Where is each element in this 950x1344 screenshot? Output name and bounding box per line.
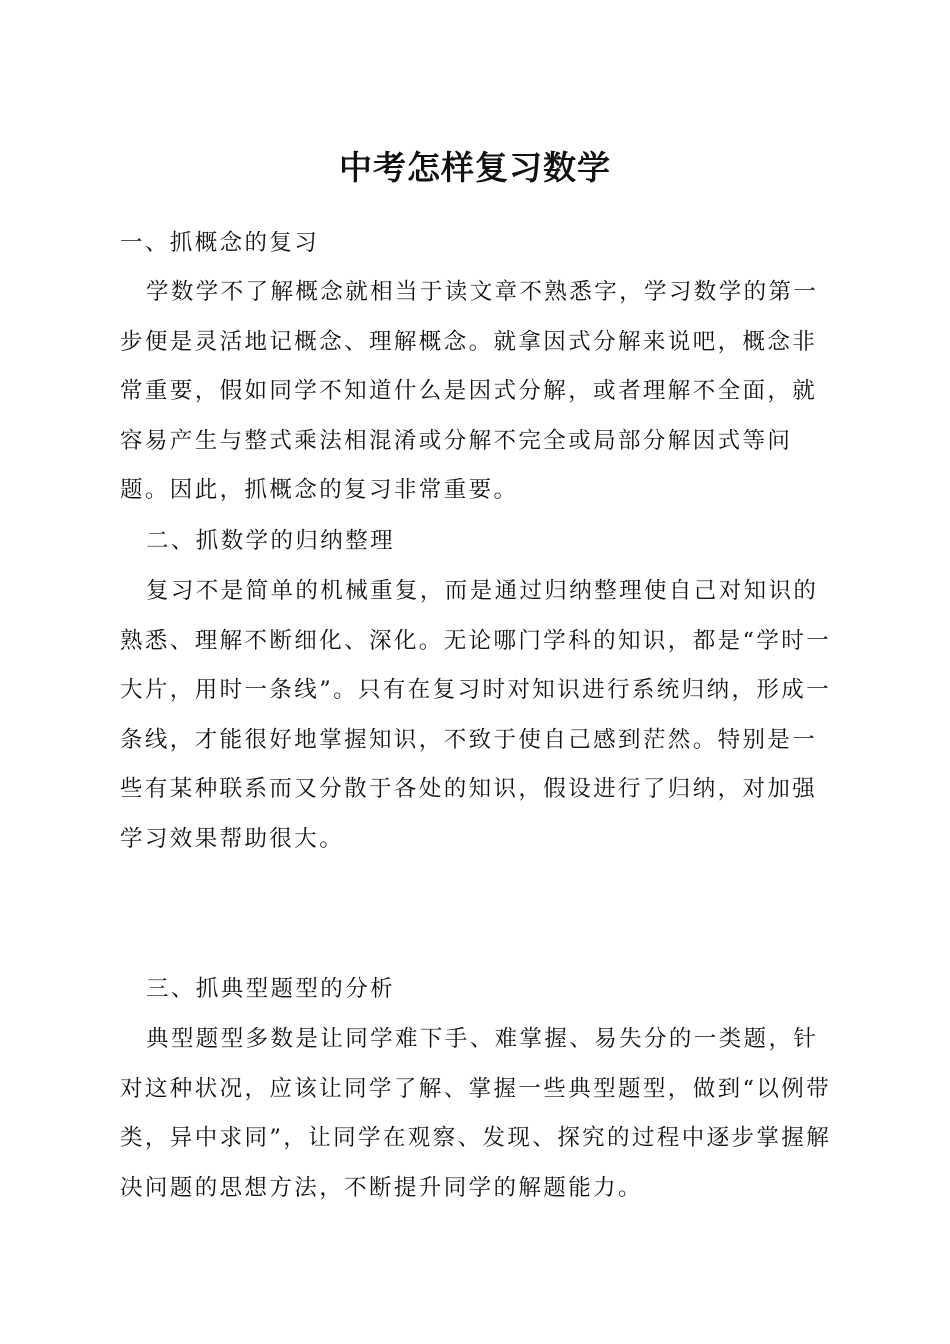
section-heading-3: 三、抓典型题型的分析	[146, 976, 396, 1002]
section-paragraph-2: 复习不是简单的机械重复，而是通过归纳整理使自己对知识的熟悉、理解不断细化、深化。无论哪门学科的知识，都是“学时一大片，用时一条线”。只有在复习时对知识进行系统归纳，形成一条线，才能很好地掌握知识，不致于使自己感到茫然。特别是一些有某种联系而又分散于各处的知识，假设进行了归纳，对加强学习效果帮助很大。	[120, 578, 832, 852]
section-heading-1: 一、抓概念的复习	[120, 230, 320, 256]
section-heading-2: 二、抓数学的归纳整理	[146, 528, 396, 554]
section-paragraph-1: 学数学不了解概念就相当于读文章不熟悉字，学习数学的第一步便是灵活地记概念、理解概念。就拿因式分解来说吧，概念非常重要，假如同学不知道什么是因式分解，或者理解不全面，就容易产生与整式乘法相混淆或分解不完全或局部分解因式等问题。因此，抓概念的复习非常重要。	[120, 279, 819, 504]
document-title: 中考怎样复习数学	[339, 148, 611, 187]
section-paragraph-3: 典型题型多数是让同学难下手、难掌握、易失分的一类题，针对这种状况，应该让同学了解、掌握一些典型题型，做到“以例带类，异中求同”，让同学在观察、发现、探究的过程中逐步掌握解决问题的思想方法，不断提升同学的解题能力。	[120, 1026, 832, 1201]
